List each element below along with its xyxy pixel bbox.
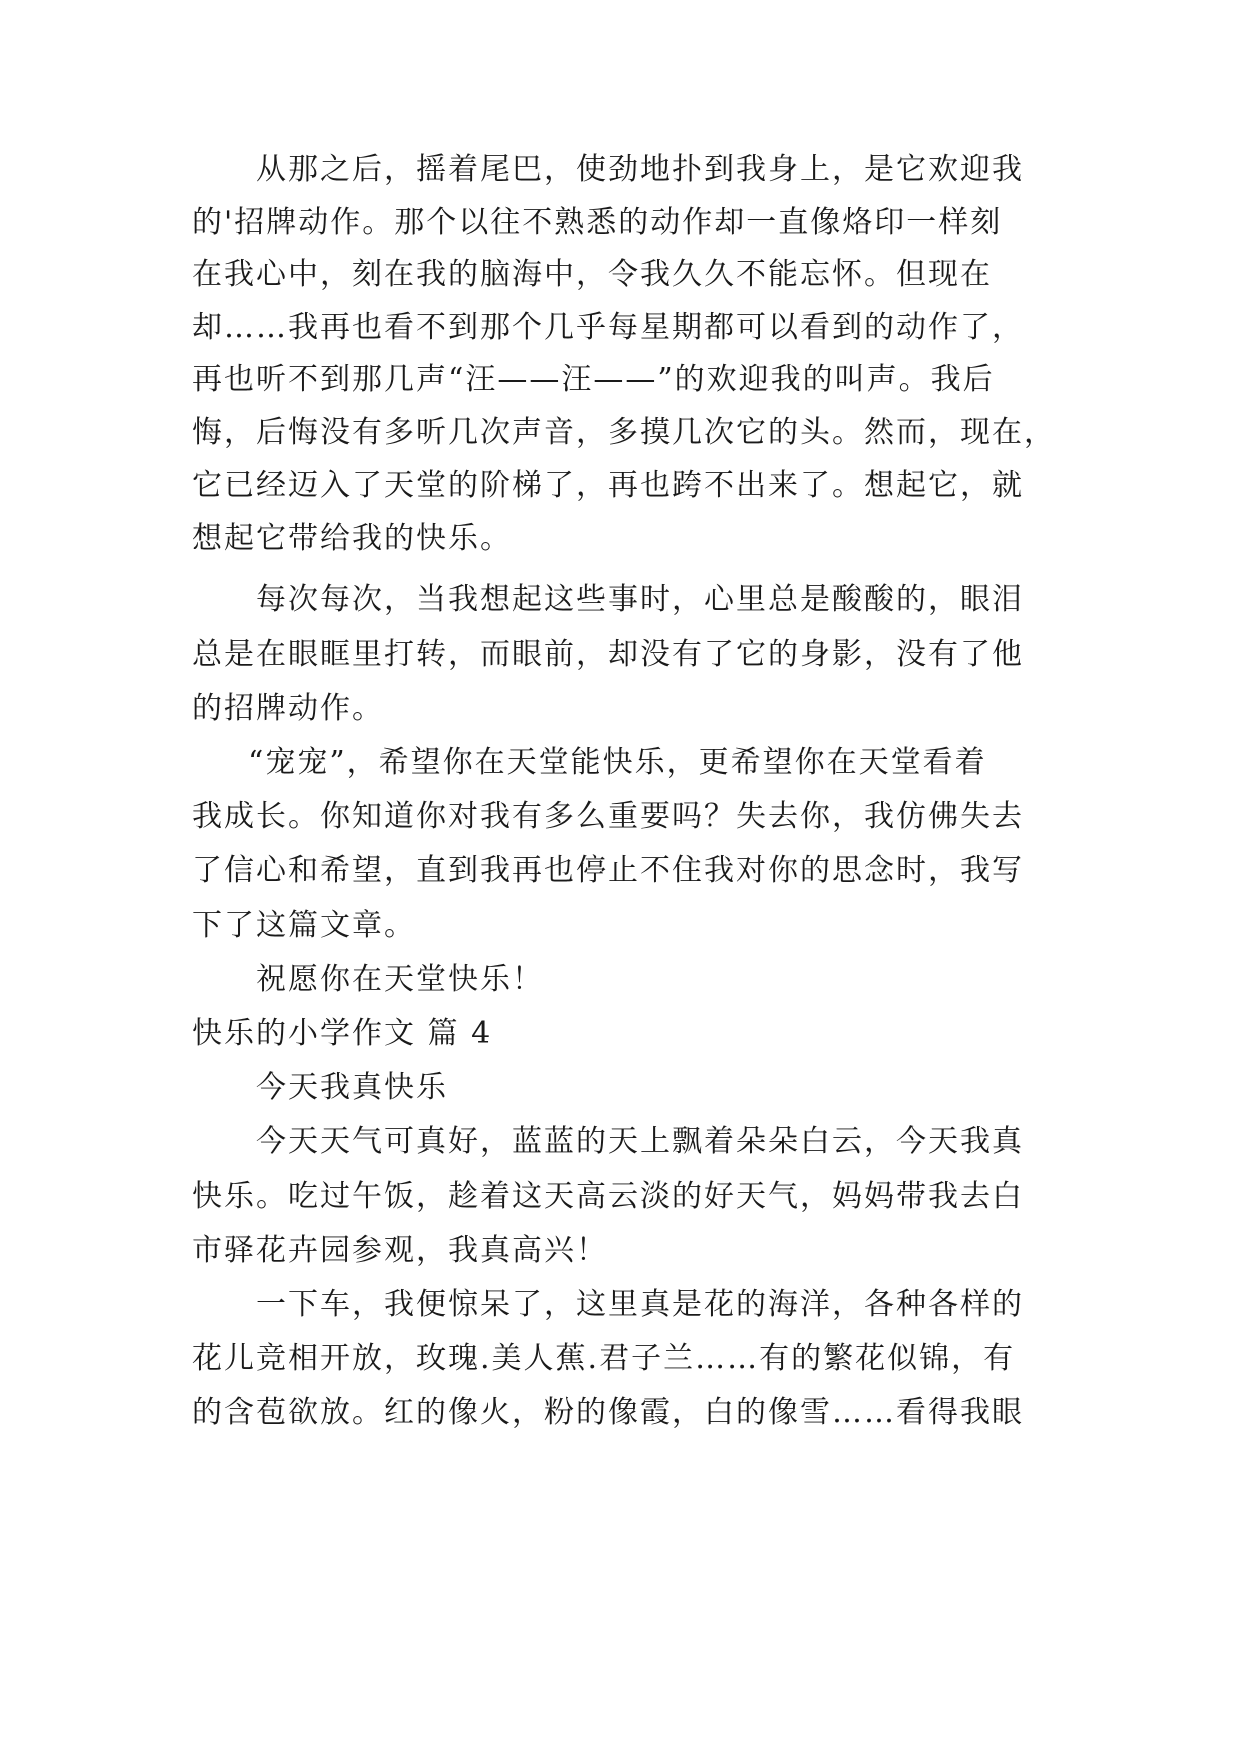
text-line: 悔，后悔没有多听几次声音，多摸几次它的头。然而，现在，	[192, 415, 1056, 450]
essay-title: 今天我真快乐	[256, 1070, 448, 1105]
text-line: 它已经迈入了天堂的阶梯了，再也跨不出来了。想起它，就	[192, 468, 1024, 503]
text-line: 一下车，我便惊呆了，这里真是花的海洋，各种各样的	[256, 1287, 1024, 1322]
text-line: 在我心中，刻在我的脑海中，令我久久不能忘怀。但现在	[192, 257, 992, 292]
text-line: 再也听不到那几声“汪——汪——”的欢迎我的叫声。我后	[192, 362, 995, 397]
text-line: 却……我再也看不到那个几乎每星期都可以看到的动作了，	[192, 310, 1024, 345]
text-line: 了信心和希望，直到我再也停止不住我对你的思念时，我写	[192, 853, 1024, 888]
text-line: 的'招牌动作。那个以往不熟悉的动作却一直像烙印一样刻	[192, 205, 1003, 240]
text-line: 的含苞欲放。红的像火，粉的像霞，白的像雪……看得我眼	[192, 1395, 1024, 1430]
text-line: 花儿竞相开放，玫瑰.美人蕉.君子兰……有的繁花似锦，有	[192, 1341, 1016, 1376]
section-heading: 快乐的小学作文 篇 4	[192, 1016, 493, 1051]
text-line: 每次每次，当我想起这些事时，心里总是酸酸的，眼泪	[256, 582, 1024, 617]
text-line: 我成长。你知道你对我有多么重要吗？失去你，我仿佛失去	[192, 799, 1024, 834]
text-line: 从那之后，摇着尾巴，使劲地扑到我身上，是它欢迎我	[256, 152, 1024, 187]
text-line: 祝愿你在天堂快乐！	[256, 962, 544, 997]
text-line: 今天天气可真好，蓝蓝的天上飘着朵朵白云，今天我真	[256, 1124, 1024, 1159]
text-line: 的招牌动作。	[192, 691, 384, 726]
text-line: 下了这篇文章。	[192, 908, 416, 943]
text-line: “宠宠”，希望你在天堂能快乐，更希望你在天堂看着	[248, 745, 987, 780]
text-line: 想起它带给我的快乐。	[192, 521, 512, 556]
text-line: 快乐。吃过午饭，趁着这天高云淡的好天气，妈妈带我去白	[192, 1179, 1024, 1214]
text-line: 总是在眼眶里打转，而眼前，却没有了它的身影，没有了他	[192, 637, 1024, 672]
text-line: 市驿花卉园参观，我真高兴！	[192, 1233, 608, 1268]
